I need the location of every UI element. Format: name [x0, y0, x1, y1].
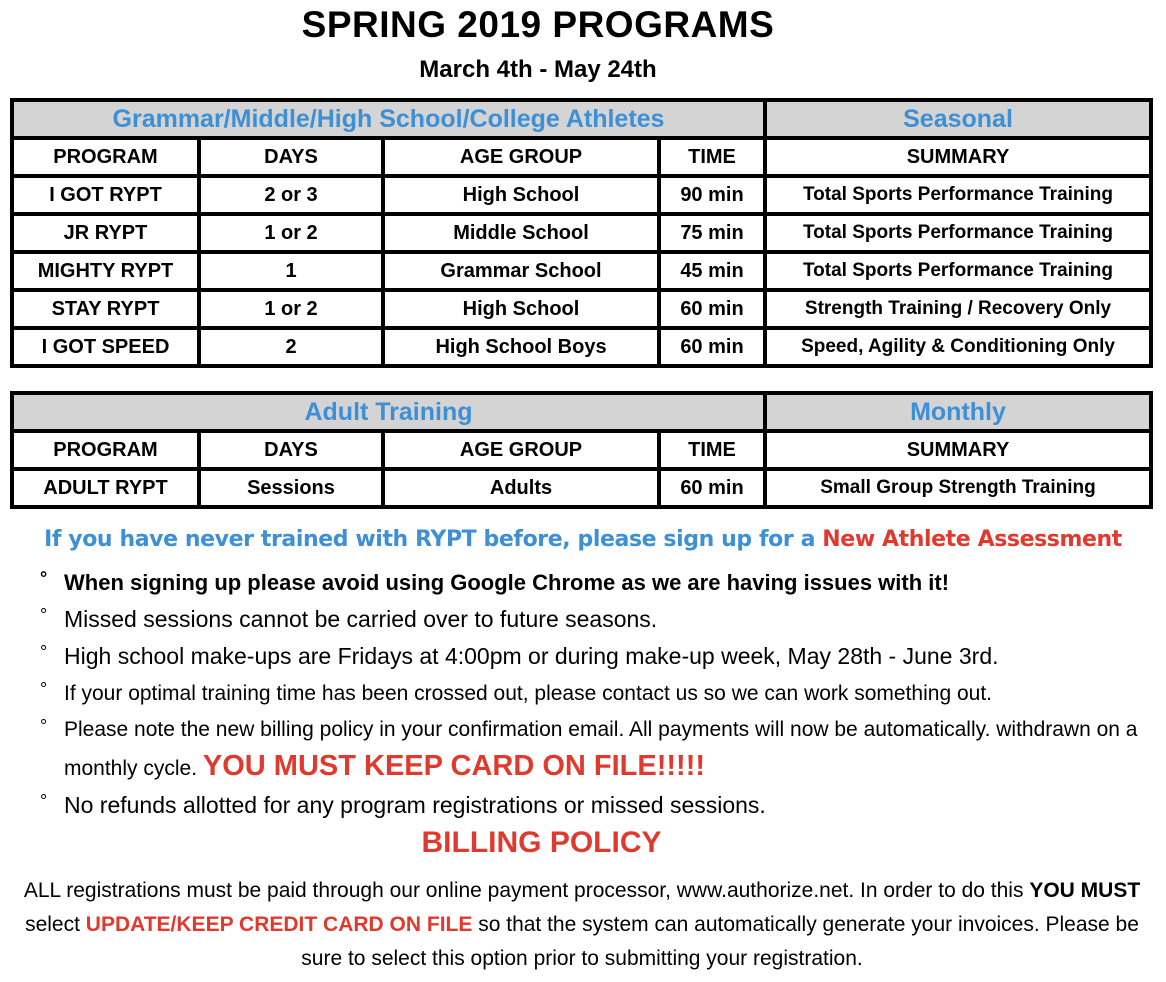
table-row — [14, 471, 1149, 505]
note-text: Missed sessions cannot be carried over to future seasons. — [64, 606, 658, 632]
days-cell: Sessions — [201, 471, 381, 505]
col-header-age-group: AGE GROUP — [385, 433, 657, 467]
table-row — [14, 216, 1149, 250]
billing-text-part2: so that the system can automatically generate your invoices. Please be sure to select this option prior to submitting your registration. — [301, 913, 1139, 970]
summary-cell: Speed, Agility & Conditioning Only — [767, 330, 1149, 364]
section-label: Grammar/Middle/High School/College Athletes — [14, 102, 763, 136]
bullet-icon: ° — [40, 716, 48, 736]
billing-period-label: Monthly — [767, 395, 1149, 429]
days-cell: 1 — [201, 254, 381, 288]
col-header-age-group: AGE GROUP — [385, 140, 657, 174]
col-header-days: DAYS — [201, 433, 381, 467]
list-item — [40, 675, 1160, 712]
days-cell: 2 — [201, 330, 381, 364]
program-cell: MIGHTY RYPT — [14, 254, 197, 288]
policy-notes-list — [40, 564, 1160, 824]
summary-cell: Strength Training / Recovery Only — [767, 292, 1149, 326]
new-athlete-notice — [0, 527, 1166, 552]
bullet-icon: ° — [40, 642, 48, 662]
time-cell: 60 min — [661, 471, 763, 505]
age-group-cell: High School Boys — [385, 330, 657, 364]
days-cell: 1 or 2 — [201, 216, 381, 250]
note-text: When signing up please avoid using Google Chrome as we are having issues with it! — [64, 570, 950, 595]
col-header-time: TIME — [661, 433, 763, 467]
col-header-summary: SUMMARY — [767, 140, 1149, 174]
card-on-file-warning: YOU MUST KEEP CARD ON FILE!!!!! — [202, 750, 706, 782]
table-section-header — [14, 102, 1149, 136]
table-row — [14, 292, 1149, 326]
table-section-header — [14, 395, 1149, 429]
billing-policy-title: BILLING POLICY — [421, 826, 662, 859]
adult-programs-table — [10, 391, 1153, 509]
age-group-cell: High School — [385, 178, 657, 212]
page-title: SPRING 2019 PROGRAMS — [301, 4, 775, 45]
program-cell: I GOT SPEED — [14, 330, 197, 364]
bullet-icon: ° — [40, 791, 48, 811]
list-item — [40, 712, 1160, 787]
new-athlete-assessment-link[interactable]: New Athlete Assessment — [822, 527, 1122, 552]
program-cell: ADULT RYPT — [14, 471, 197, 505]
billing-select: select — [25, 913, 80, 936]
date-range: March 4th - May 24th — [419, 56, 657, 83]
bullet-icon: ° — [40, 679, 48, 699]
age-group-cell: Grammar School — [385, 254, 657, 288]
program-cell: STAY RYPT — [14, 292, 197, 326]
bullet-icon: ° — [40, 605, 48, 625]
col-header-program: PROGRAM — [14, 140, 197, 174]
program-cell: I GOT RYPT — [14, 178, 197, 212]
program-cell: JR RYPT — [14, 216, 197, 250]
age-group-cell: Middle School — [385, 216, 657, 250]
billing-you-must: YOU MUST — [1029, 879, 1141, 902]
col-header-summary: SUMMARY — [767, 433, 1149, 467]
note-text: If your optimal training time has been crossed out, please contact us so we can work something out. — [64, 682, 992, 705]
summary-cell: Small Group Strength Training — [767, 471, 1149, 505]
days-cell: 2 or 3 — [201, 178, 381, 212]
list-item — [40, 638, 1160, 675]
billing-text-part1: ALL registrations must be paid through our online payment processor, www.authorize.net. In order to do this — [23, 879, 1024, 902]
list-item — [40, 601, 1160, 638]
list-item — [40, 564, 1160, 601]
time-cell: 45 min — [661, 254, 763, 288]
column-header-row — [14, 140, 1149, 174]
note-text: High school make-ups are Fridays at 4:00pm or during make-up week, May 28th - June 3rd. — [64, 643, 999, 669]
col-header-time: TIME — [661, 140, 763, 174]
table-row — [14, 254, 1149, 288]
summary-cell: Total Sports Performance Training — [767, 216, 1149, 250]
age-group-cell: Adults — [385, 471, 657, 505]
time-cell: 90 min — [661, 178, 763, 212]
table-row — [14, 178, 1149, 212]
time-cell: 75 min — [661, 216, 763, 250]
col-header-days: DAYS — [201, 140, 381, 174]
column-header-row — [14, 433, 1149, 467]
time-cell: 60 min — [661, 330, 763, 364]
summary-cell: Total Sports Performance Training — [767, 254, 1149, 288]
bullet-icon: ° — [40, 568, 48, 588]
notice-text: If you have never trained with RYPT before, please sign up for a — [44, 527, 816, 552]
note-text: No refunds allotted for any program registrations or missed sessions. — [64, 792, 766, 818]
days-cell: 1 or 2 — [201, 292, 381, 326]
list-item — [40, 787, 1160, 824]
billing-policy-text — [12, 874, 1152, 976]
note-text: Please note the new billing policy in your confirmation email. All payments will now be automatically. withdrawn on a monthly cycle. — [64, 718, 1138, 780]
billing-card-option: UPDATE/KEEP CREDIT CARD ON FILE — [85, 913, 473, 936]
summary-cell: Total Sports Performance Training — [767, 178, 1149, 212]
table-row — [14, 330, 1149, 364]
billing-period-label: Seasonal — [767, 102, 1149, 136]
time-cell: 60 min — [661, 292, 763, 326]
col-header-program: PROGRAM — [14, 433, 197, 467]
seasonal-programs-table — [10, 98, 1153, 368]
section-label: Adult Training — [14, 395, 763, 429]
age-group-cell: High School — [385, 292, 657, 326]
